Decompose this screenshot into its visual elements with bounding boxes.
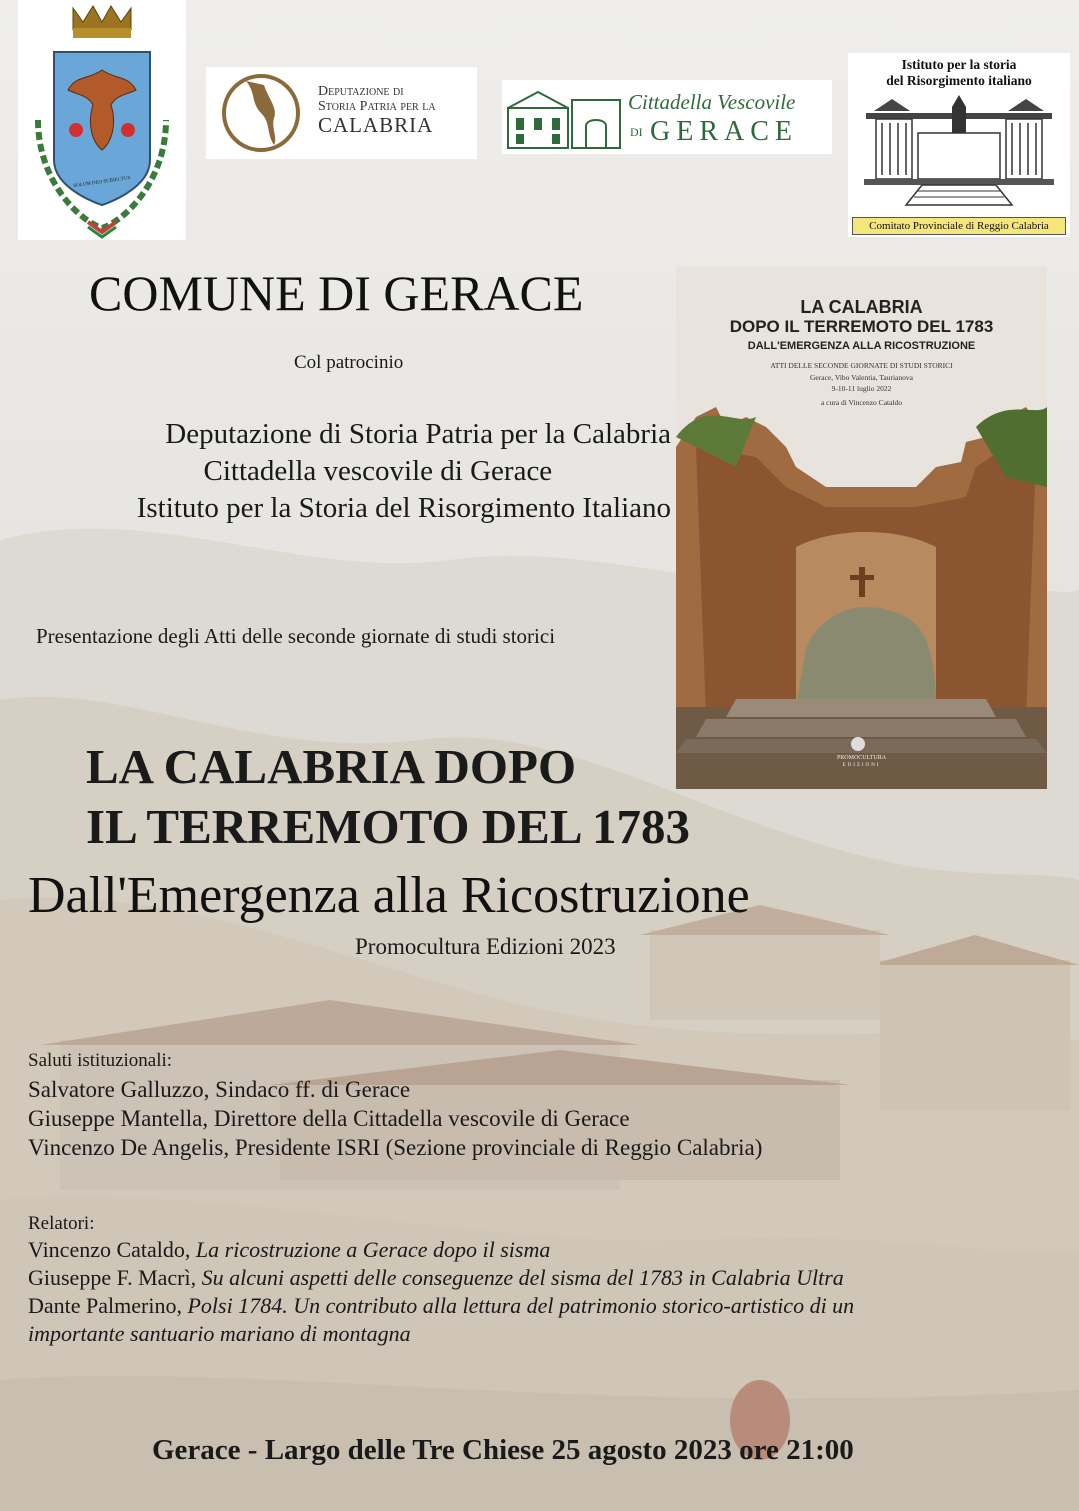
cittadella-prefix: DI xyxy=(630,125,643,139)
event-location-date: Gerace - Largo delle Tre Chiese 25 agosto 2023 ore 21:00 xyxy=(152,1434,854,1466)
greeting-item: Vincenzo De Angelis, Presidente ISRI (Sezione provinciale di Reggio Calabria) xyxy=(28,1135,763,1160)
calabria-map-icon xyxy=(216,73,306,153)
cittadella-title: Cittadella Vescovile xyxy=(628,90,796,114)
coat-of-arms-icon xyxy=(18,0,186,240)
comune-motto: SOLUM DEO SUBIECTUS xyxy=(73,176,131,189)
book-dates: 9-10-11 luglio 2022 xyxy=(831,384,892,393)
speaker-talk-continuation: importante santuario mariano di montagna xyxy=(28,1321,411,1346)
isri-logo xyxy=(848,53,1070,237)
isri-footer: Comitato Provinciale di Reggio Calabria xyxy=(852,217,1066,235)
edition: Promocultura Edizioni 2023 xyxy=(355,934,616,959)
book-places: Gerace, Vibo Valentia, Taurianova xyxy=(810,373,913,382)
greetings-list xyxy=(28,1075,762,1162)
speakers-list xyxy=(28,1236,854,1348)
deputazione-line-2: Storia Patria per la xyxy=(318,98,436,114)
book-title-1: LA CALABRIA xyxy=(800,297,923,317)
vittoriano-monument-icon xyxy=(862,93,1056,211)
speaker-name: Dante Palmerino, xyxy=(28,1293,188,1318)
speaker-item xyxy=(28,1236,854,1264)
patron-deputazione: Deputazione di Storia Patria per la Calabria xyxy=(165,418,671,450)
patron-cittadella: Cittadella vescovile di Gerace xyxy=(203,455,553,487)
book-publisher: PROMOCULTURA xyxy=(836,755,887,761)
book-publisher-sub: EDIZIONI xyxy=(842,763,881,768)
main-title-line-2: IL TERREMOTO DEL 1783 xyxy=(86,799,691,854)
book-curator: a cura di Vincenzo Cataldo xyxy=(820,398,903,407)
book-cover xyxy=(676,267,1047,789)
patron-isri: Istituto per la Storia del Risorgimento Italiano xyxy=(136,492,671,524)
greetings-section xyxy=(28,1050,172,1072)
book-atti: ATTI DELLE SECONDE GIORNATE DI STUDI STORICI xyxy=(770,361,953,370)
speaker-item xyxy=(28,1264,854,1292)
speaker-name: Vincenzo Cataldo, xyxy=(28,1237,196,1262)
speakers-label: Relatori: xyxy=(28,1213,95,1234)
cittadella-subtitle: GERACE xyxy=(650,116,798,147)
presentation-text: Presentazione degli Atti delle seconde giornate di studi storici xyxy=(36,624,556,648)
comune-coat-of-arms xyxy=(18,0,186,240)
deputazione-logo xyxy=(206,67,477,159)
greeting-item: Salvatore Galluzzo, Sindaco ff. di Gerace xyxy=(28,1077,411,1102)
greetings-label: Saluti istituzionali: xyxy=(28,1050,173,1071)
speaker-talk: Polsi 1784. Un contributo alla lettura del patrimonio storico-artistico di un xyxy=(187,1293,855,1318)
page-title: COMUNE DI GERACE xyxy=(89,265,584,321)
main-title-line-1: LA CALABRIA DOPO xyxy=(86,739,577,794)
patronage-label: Col patrocinio xyxy=(294,352,404,373)
deputazione-line-3: CALABRIA xyxy=(318,113,434,138)
speaker-item xyxy=(28,1292,854,1320)
cittadella-building-icon xyxy=(506,86,624,150)
patrons-list xyxy=(137,416,671,527)
isri-title-2: del Risorgimento italiano xyxy=(886,73,1032,89)
book-title-2: DOPO IL TERREMOTO DEL 1783 xyxy=(729,317,994,336)
main-subtitle: Dall'Emergenza alla Ricostruzione xyxy=(28,867,750,924)
speaker-talk: La ricostruzione a Gerace dopo il sisma xyxy=(195,1237,551,1262)
greeting-item: Giuseppe Mantella, Direttore della Cittadella vescovile di Gerace xyxy=(28,1106,630,1131)
isri-title-1: Istituto per la storia xyxy=(901,57,1017,72)
deputazione-line-1: Deputazione di xyxy=(318,84,404,99)
book-subtitle: DALL'EMERGENZA ALLA RICOSTRUZIONE xyxy=(747,340,976,352)
cittadella-logo xyxy=(502,80,832,154)
speaker-name: Giuseppe F. Macrì, xyxy=(28,1265,202,1290)
speaker-talk: Su alcuni aspetti delle conseguenze del sisma del 1783 in Calabria Ultra xyxy=(201,1265,844,1290)
